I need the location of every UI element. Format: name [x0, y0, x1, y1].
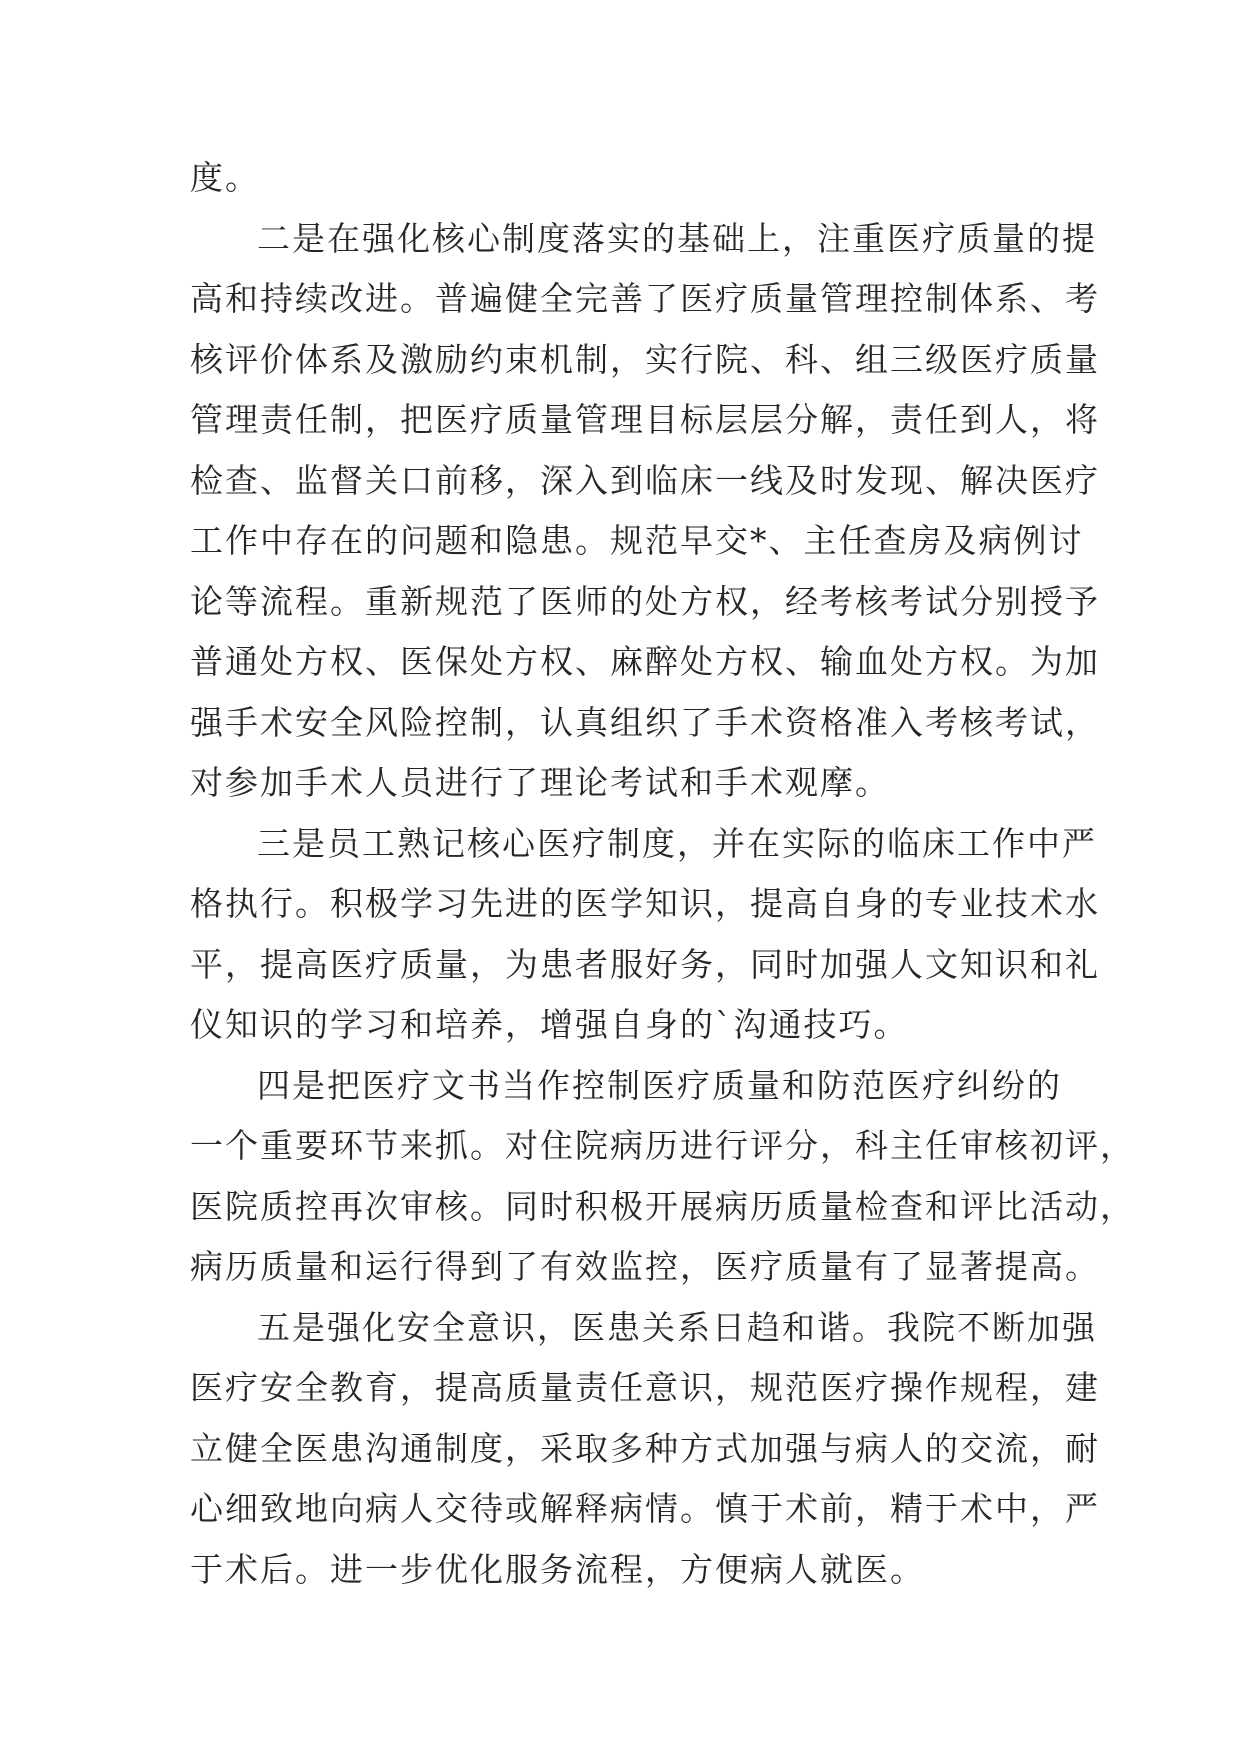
text-line: 核评价体系及激励约束机制，实行院、科、组三级医疗质量 — [190, 339, 1100, 379]
text-line: 三是员工熟记核心医疗制度，并在实际的临床工作中严 — [257, 823, 1097, 863]
document-body — [190, 148, 1135, 1600]
text-line: 五是强化安全意识，医患关系日趋和谐。我院不断加强 — [257, 1307, 1097, 1347]
text-line: 立健全医患沟通制度，采取多种方式加强与病人的交流，耐 — [190, 1428, 1100, 1468]
text-line: 仪知识的学习和培养，增强自身的`沟通技巧。 — [190, 1005, 909, 1044]
text-line: 四是把医疗文书当作控制医疗质量和防范医疗纠纷的 — [257, 1065, 1062, 1105]
text-line: 度。 — [190, 158, 260, 197]
text-line: 一个重要环节来抓。对住院病历进行评分，科主任审核初评， — [190, 1126, 1135, 1165]
text-line: 论等流程。重新规范了医师的处方权，经考核考试分别授予 — [190, 581, 1100, 621]
text-line: 医疗安全教育，提高质量责任意识，规范医疗操作规程，建 — [190, 1368, 1100, 1407]
text-line: 病历质量和运行得到了有效监控，医疗质量有了显著提高。 — [190, 1247, 1100, 1286]
text-line: 平，提高医疗质量，为患者服好务，同时加强人文知识和礼 — [190, 944, 1100, 984]
text-line: 医院质控再次审核。同时积极开展病历质量检查和评比活动， — [190, 1186, 1135, 1226]
text-line: 格执行。积极学习先进的医学知识，提高自身的专业技术水 — [190, 884, 1100, 923]
text-line: 高和持续改进。普遍健全完善了医疗质量管理控制体系、考 — [190, 279, 1100, 318]
text-line: 心细致地向病人交待或解释病情。慎于术前，精于术中，严 — [190, 1489, 1100, 1528]
text-line: 检查、监督关口前移，深入到临床一线及时发现、解决医疗 — [190, 460, 1100, 500]
text-line: 普通处方权、医保处方权、麻醉处方权、输血处方权。为加 — [190, 642, 1100, 681]
text-line: 二是在强化核心制度落实的基础上，注重医疗质量的提 — [257, 218, 1097, 258]
text-line: 工作中存在的问题和隐患。规范早交*、主任查房及病例讨 — [190, 521, 1084, 560]
text-line: 管理责任制，把医疗质量管理目标层层分解，责任到人，将 — [190, 400, 1100, 439]
text-line: 对参加手术人员进行了理论考试和手术观摩。 — [190, 763, 890, 802]
text-line: 于术后。进一步优化服务流程，方便病人就医。 — [190, 1549, 925, 1589]
text-line: 强手术安全风险控制，认真组织了手术资格准入考核考试， — [190, 702, 1100, 742]
